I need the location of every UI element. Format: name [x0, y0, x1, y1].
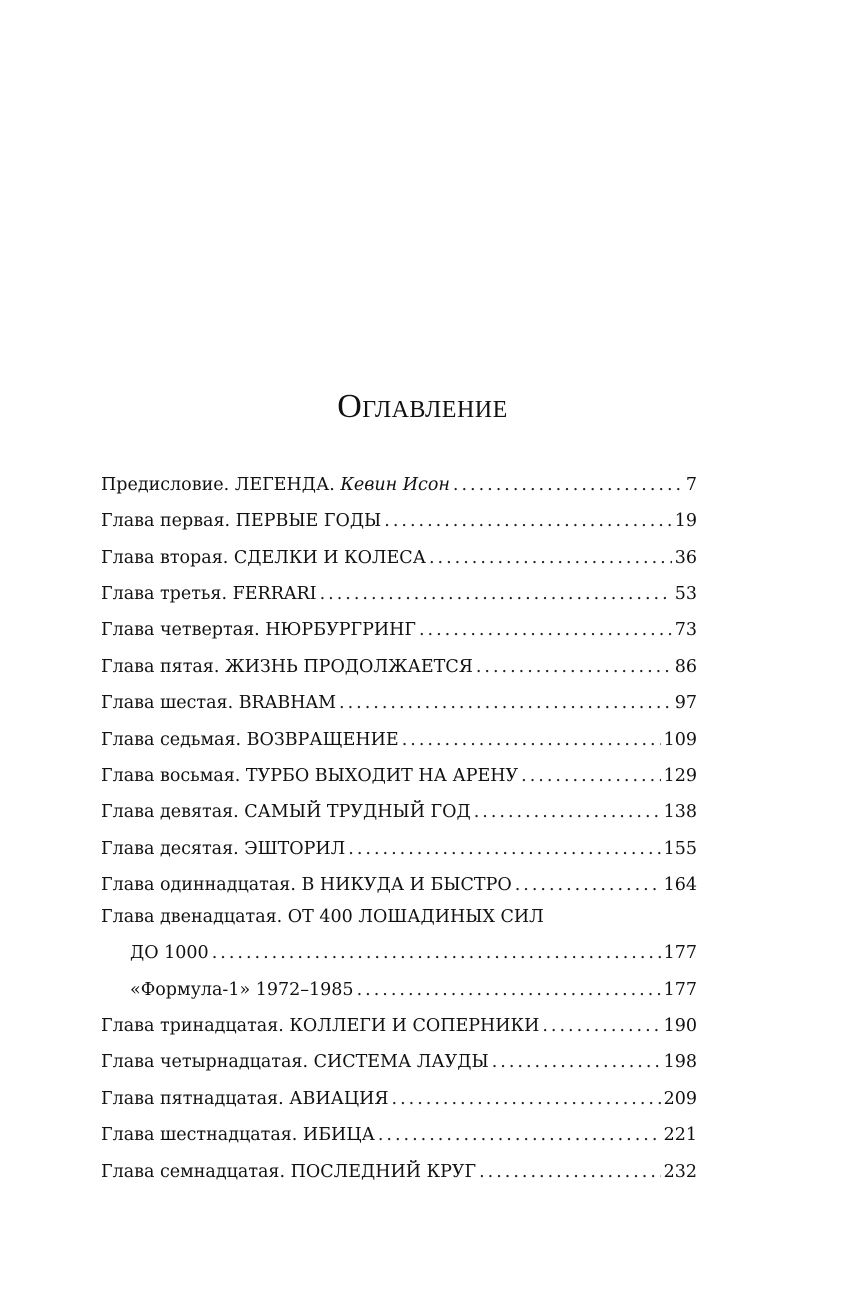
entry-title: Глава десятая. ЭШТОРИЛ: [101, 838, 346, 859]
toc-entry-chapter-17: [101, 1145, 697, 1181]
entry-title: Глава первая. ПЕРВЫЕ ГОДЫ: [101, 511, 382, 532]
dot-leader: [339, 695, 672, 713]
entry-title: Глава шестнадцатая. ИБИЦА: [101, 1125, 375, 1146]
page-number: 53: [674, 584, 697, 605]
page-number: 73: [674, 620, 697, 641]
toc-entry-chapter-11: [101, 858, 697, 894]
dot-leader: [419, 622, 672, 640]
toc-entry-chapter-14: [101, 1035, 697, 1071]
toc-entry-chapter-9: [101, 786, 697, 822]
toc-entry-chapter-12: [101, 895, 697, 963]
page-number: 177: [663, 979, 697, 1000]
page-number: 36: [674, 547, 697, 568]
dot-leader: [212, 945, 661, 963]
dot-leader: [453, 477, 683, 495]
entry-text: [101, 474, 450, 495]
entry-title-line-2: ДО 1000: [130, 943, 209, 964]
toc-title: Оглавление: [337, 388, 508, 425]
page-number: 164: [663, 875, 697, 896]
dot-leader: [348, 841, 660, 859]
entry-title: Глава шестая. BRABHAM: [101, 693, 337, 714]
dot-leader: [479, 1164, 660, 1182]
page-number: 109: [663, 729, 697, 750]
toc-entry-chapter-4: [101, 604, 697, 640]
page-number: 232: [663, 1161, 697, 1182]
page-number: 86: [674, 656, 697, 677]
toc-entry-chapter-13: [101, 999, 697, 1035]
entry-title: Глава тринадцатая. КОЛЛЕГИ И СОПЕРНИКИ: [101, 1015, 540, 1036]
dot-leader: [492, 1054, 661, 1072]
toc-entry-chapter-8: [101, 749, 697, 785]
page-number: 177: [663, 943, 697, 964]
toc-entry-chapter-3: [101, 567, 697, 603]
dot-leader: [357, 982, 661, 1000]
toc-entry-foreword: [101, 458, 697, 494]
entry-title: Глава восьмая. ТУРБО ВЫХОДИТ НА АРЕНУ: [101, 766, 519, 787]
page-number: 190: [663, 1015, 697, 1036]
dot-leader: [392, 1091, 661, 1109]
entry-title: «Формула-1» 1972–1985: [130, 979, 354, 1000]
toc-entry-appendix-f1: [101, 963, 697, 999]
dot-leader: [515, 877, 661, 895]
dot-leader: [542, 1018, 660, 1036]
dot-leader: [320, 586, 672, 604]
entry-title: Глава пятая. ЖИЗНЬ ПРОДОЛЖАЕТСЯ: [101, 656, 473, 677]
entry-title: Глава вторая. СДЕЛКИ И КОЛЕСА: [101, 547, 426, 568]
dot-leader: [476, 659, 672, 677]
dot-leader: [429, 550, 672, 568]
entry-title: Глава четырнадцатая. СИСТЕМА ЛАУДЫ: [101, 1052, 489, 1073]
entry-title: Предисловие. ЛЕГЕНДА.: [101, 474, 341, 495]
toc-entry-chapter-5: [101, 640, 697, 676]
entry-title-line-1: Глава двенадцатая. ОТ 400 ЛОШАДИНЫХ СИЛ: [101, 906, 544, 927]
table-of-contents: [101, 458, 697, 1181]
page-number: 221: [663, 1125, 697, 1146]
page-number: 198: [663, 1052, 697, 1073]
page-number: 138: [663, 802, 697, 823]
toc-entry-chapter-15: [101, 1072, 697, 1108]
toc-entry-chapter-16: [101, 1108, 697, 1144]
page-number: 129: [663, 766, 697, 787]
page-number: 97: [674, 693, 697, 714]
dot-leader: [402, 732, 661, 750]
dot-leader: [521, 768, 660, 786]
entry-title: Глава седьмая. ВОЗВРАЩЕНИЕ: [101, 729, 399, 750]
page-number: 209: [663, 1088, 697, 1109]
entry-title: Глава одиннадцатая. В НИКУДА И БЫСТРО: [101, 875, 512, 896]
toc-entry-chapter-2: [101, 531, 697, 567]
page-number: 7: [685, 474, 697, 495]
toc-entry-chapter-10: [101, 822, 697, 858]
page-number: 155: [663, 838, 697, 859]
entry-author: Кевин Исон: [340, 474, 450, 495]
entry-title: Глава пятнадцатая. АВИАЦИЯ: [101, 1088, 389, 1109]
entry-title-line-2-row: [101, 931, 697, 963]
entry-title: Глава четвертая. НЮРБУРГРИНГ: [101, 620, 416, 641]
dot-leader: [384, 513, 671, 531]
toc-entry-chapter-7: [101, 713, 697, 749]
dot-leader: [378, 1127, 661, 1145]
page-number: 19: [674, 511, 697, 532]
toc-entry-chapter-1: [101, 494, 697, 530]
dot-leader: [474, 804, 661, 822]
entry-title: Глава третья. FERRARI: [101, 584, 317, 605]
entry-title: Глава семнадцатая. ПОСЛЕДНИЙ КРУГ: [101, 1161, 477, 1182]
toc-entry-chapter-6: [101, 676, 697, 712]
entry-title: Глава девятая. САМЫЙ ТРУДНЫЙ ГОД: [101, 802, 471, 823]
